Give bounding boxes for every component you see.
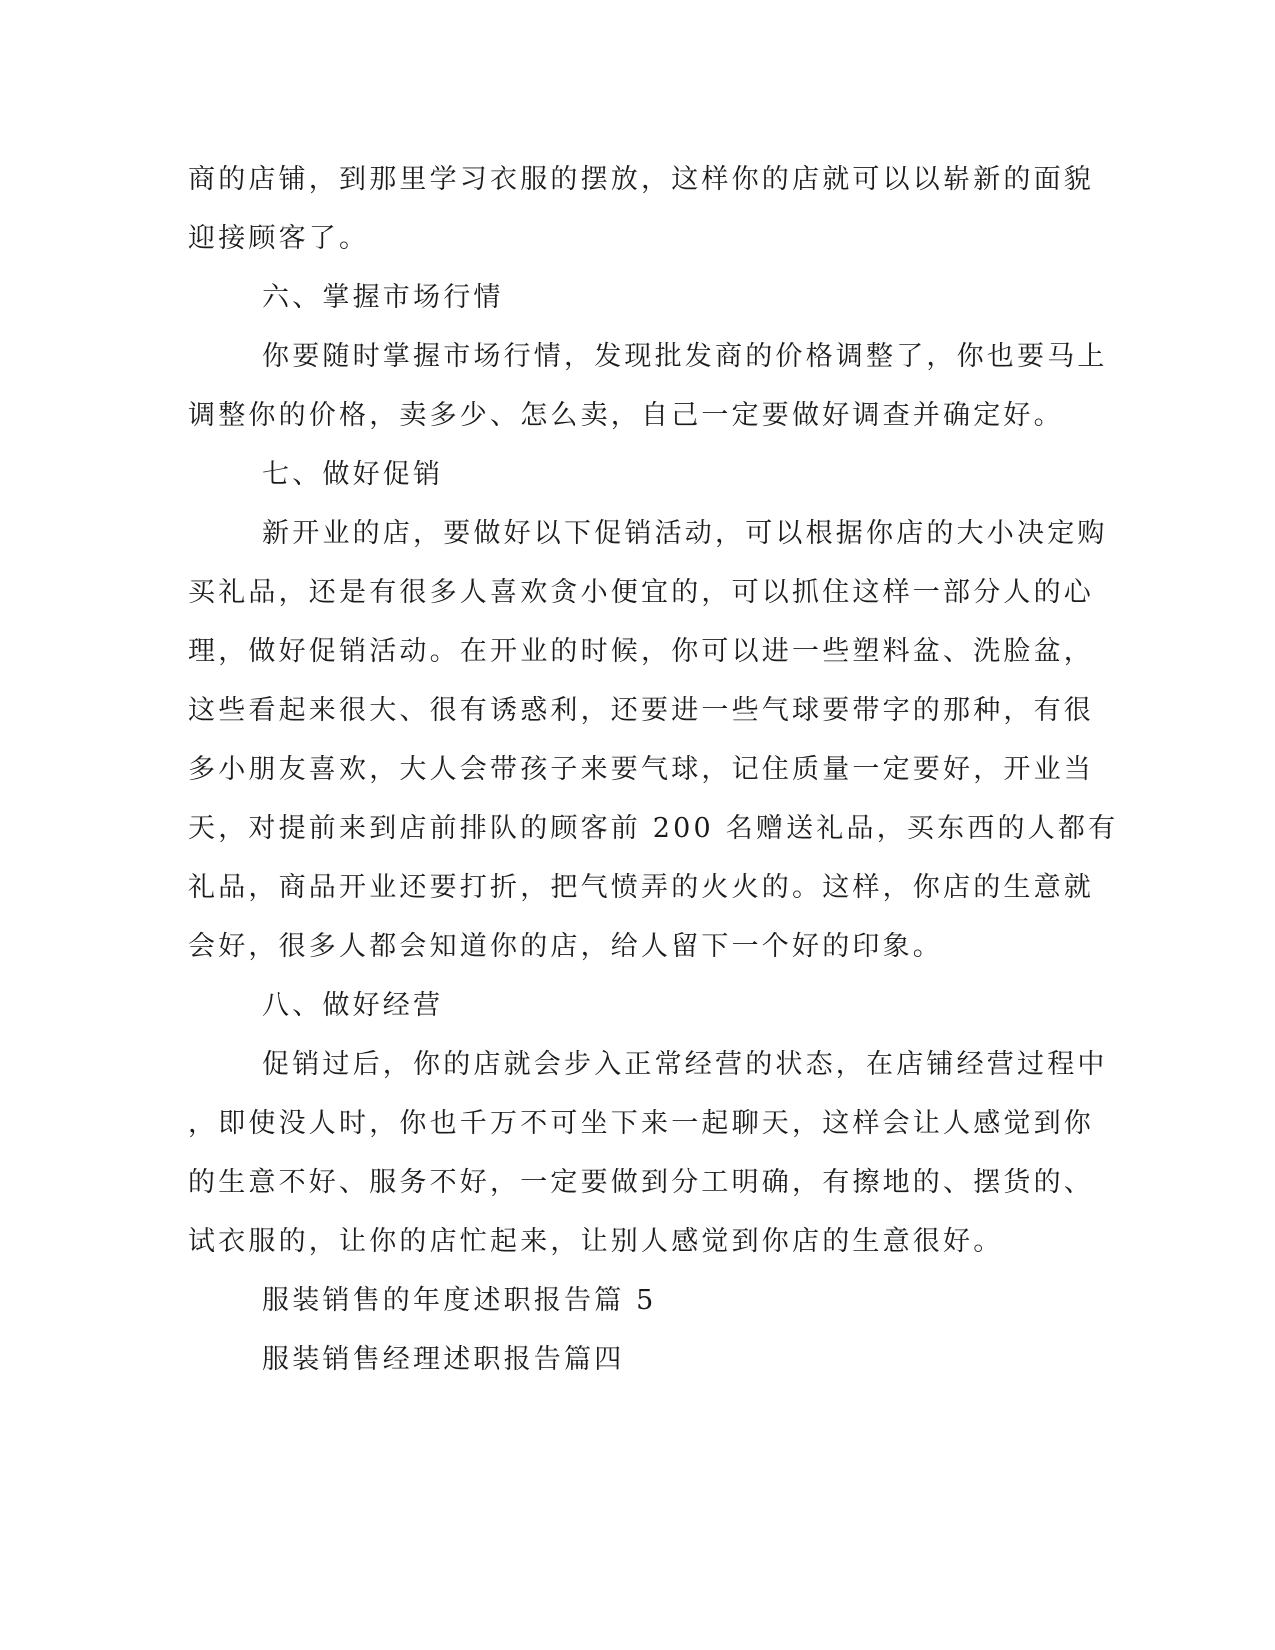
paragraph-line-6: 买礼品，还是有很多人喜欢贪小便宜的，可以抓住这样一部分人的心 — [188, 577, 1094, 608]
paragraph-line-10: 天，对提前来到店前排队的顾客前 200 名赠送礼品，买东西的人都有 — [188, 813, 1119, 844]
paragraph-line-7: 理，做好促销活动。在开业的时候，你可以进一些塑料盆、洗脸盆， — [188, 636, 1094, 667]
paragraph-line-15: 的生意不好、服务不好，一定要做到分工明确，有擦地的、摆货的、 — [188, 1167, 1094, 1198]
paragraph-line-14: ，即使没人时，你也千万不可坐下来一起聊天，这样会让人感觉到你 — [188, 1108, 1094, 1139]
paragraph-line-1: 商的店铺，到那里学习衣服的摆放，这样你的店就可以以崭新的面貌 — [188, 164, 1094, 195]
paragraph-line-16: 试衣服的，让你的店忙起来，让别人感觉到你店的生意很好。 — [188, 1226, 1004, 1257]
paragraph-line-3: 你要随时掌握市场行情，发现批发商的价格调整了，你也要马上 — [262, 341, 1108, 372]
section-heading-promotion: 七、做好促销 — [262, 459, 444, 490]
section-heading-operation: 八、做好经营 — [262, 990, 444, 1021]
report-title-5: 服装销售的年度述职报告篇 5 — [262, 1285, 657, 1316]
paragraph-line-13: 促销过后，你的店就会步入正常经营的状态，在店铺经营过程中 — [262, 1049, 1108, 1080]
report-title-4: 服装销售经理述职报告篇四 — [262, 1344, 625, 1375]
paragraph-line-5: 新开业的店，要做好以下促销活动，可以根据你店的大小决定购 — [262, 518, 1108, 549]
paragraph-line-9: 多小朋友喜欢，大人会带孩子来要气球，记住质量一定要好，开业当 — [188, 754, 1094, 785]
paragraph-line-4: 调整你的价格，卖多少、怎么卖，自己一定要做好调查并确定好。 — [188, 400, 1064, 431]
paragraph-line-12: 会好，很多人都会知道你的店，给人留下一个好的印象。 — [188, 931, 943, 962]
paragraph-line-8: 这些看起来很大、很有诱惑利，还要进一些气球要带字的那种，有很 — [188, 695, 1094, 726]
section-heading-market: 六、掌握市场行情 — [262, 282, 504, 313]
paragraph-line-2: 迎接顾客了。 — [188, 223, 370, 254]
paragraph-line-11: 礼品，商品开业还要打折，把气愤弄的火火的。这样，你店的生意就 — [188, 872, 1094, 903]
